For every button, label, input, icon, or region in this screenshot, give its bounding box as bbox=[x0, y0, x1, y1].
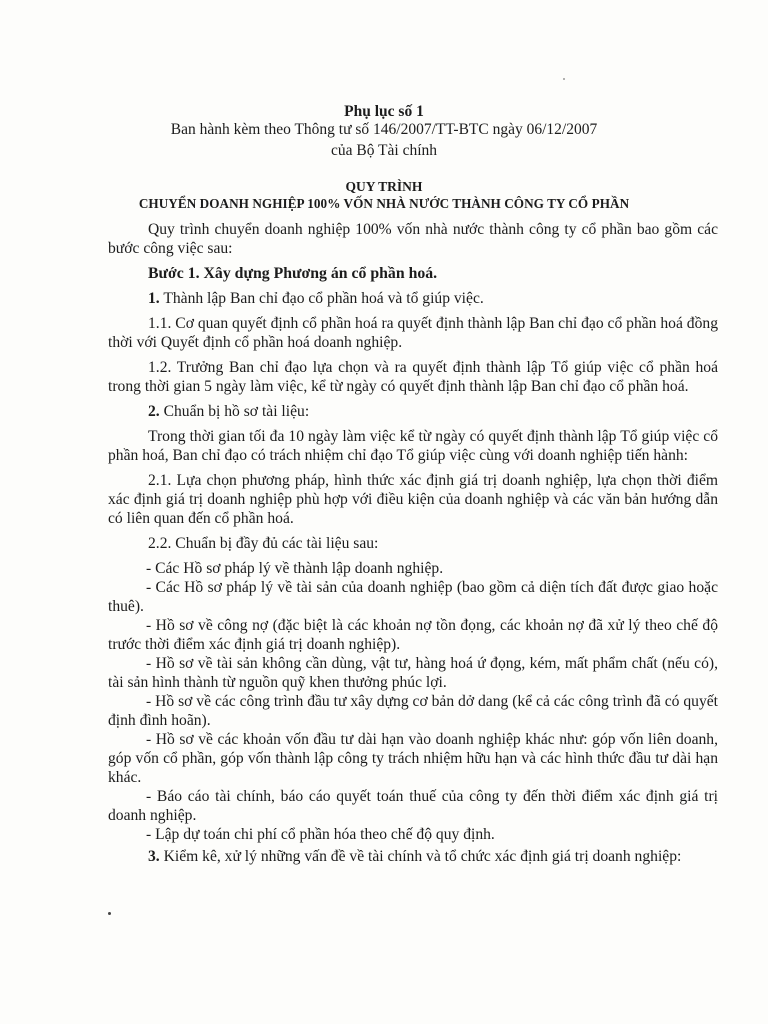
appendix-issuer-line: của Bộ Tài chính bbox=[330, 142, 438, 159]
item1-text: Thành lập Ban chỉ đạo cổ phần hoá và tổ giúp việc. bbox=[159, 290, 484, 307]
item3-number: 3. bbox=[148, 848, 160, 865]
bullet-item: - Báo cáo tài chính, báo cáo quyết toán thuế của công ty đến thời điểm xác định giá trị doanh nghiệp. bbox=[108, 788, 718, 824]
item1-number: 1. bbox=[148, 290, 160, 307]
item2-text: Chuẩn bị hồ sơ tài liệu: bbox=[159, 403, 310, 420]
scan-speck bbox=[563, 78, 565, 80]
bullet-item: - Lập dự toán chi phí cổ phần hóa theo chế độ quy định. bbox=[146, 826, 495, 843]
bullet-item: - Các Hồ sơ pháp lý về thành lập doanh nghiệp. bbox=[146, 560, 444, 577]
item2-1-paragraph: 2.1. Lựa chọn phương pháp, hình thức xác định giá trị doanh nghiệp, lựa chọn thời điểm xác định giá trị doanh nghiệp phù hợp với điều kiện của doanh nghiệp và các văn bản hướng dẫn có liên quan đến cổ phần hoá. bbox=[108, 472, 718, 527]
bullet-item: - Các Hồ sơ pháp lý về tài sản của doanh nghiệp (bao gồm cả diện tích đất được giao hoặc thuê). bbox=[108, 579, 718, 615]
procedure-subtitle: CHUYỂN DOANH NGHIỆP 100% VỐN NHÀ NƯỚC THÀNH CÔNG TY CỔ PHẦN bbox=[138, 196, 630, 211]
procedure-title: QUY TRÌNH bbox=[345, 179, 423, 194]
bullet-item: - Hồ sơ về các công trình đầu tư xây dựng cơ bản dở dang (kể cả các công trình đã có quyết định đình hoãn). bbox=[108, 693, 718, 729]
appendix-title: Phụ lục số 1 bbox=[344, 103, 424, 120]
scan-speck bbox=[108, 912, 111, 915]
item2-number: 2. bbox=[148, 403, 160, 420]
item1-2-paragraph: 1.2. Trưởng Ban chỉ đạo lựa chọn và ra quyết định thành lập Tổ giúp việc cổ phần hoá trong thời gian 5 ngày làm việc, kể từ ngày có quyết định thành lập Ban chỉ đạo cổ phần hoá. bbox=[108, 359, 718, 395]
item2-2-paragraph: 2.2. Chuẩn bị đầy đủ các tài liệu sau: bbox=[148, 535, 379, 552]
item3-paragraph bbox=[108, 847, 718, 866]
bullet-item: - Hồ sơ về công nợ (đặc biệt là các khoản nợ tồn đọng, các khoản nợ đã xử lý theo chế độ trước thời điểm xác định giá trị doanh nghiệp). bbox=[108, 617, 718, 653]
step1-heading: Bước 1. Xây dựng Phương án cổ phần hoá. bbox=[148, 265, 438, 282]
appendix-issuance-line: Ban hành kèm theo Thông tư số 146/2007/TT-BTC ngày 06/12/2007 bbox=[170, 121, 598, 138]
item3-text: Kiểm kê, xử lý những vấn đề về tài chính và tổ chức xác định giá trị doanh nghiệp: bbox=[159, 848, 682, 865]
item2-paragraph bbox=[108, 402, 718, 421]
item1-paragraph bbox=[108, 289, 718, 308]
item2-intro-paragraph: Trong thời gian tối đa 10 ngày làm việc kể từ ngày có quyết định thành lập Tổ giúp việc cổ phần hoá, Ban chỉ đạo có trách nhiệm chỉ đạo Tổ giúp việc cùng với doanh nghiệp tiến hành: bbox=[108, 428, 718, 464]
item1-1-paragraph: 1.1. Cơ quan quyết định cổ phần hoá ra quyết định thành lập Ban chỉ đạo cổ phần hoá đồng thời với Quyết định cổ phần hoá doanh nghiệp. bbox=[108, 315, 718, 351]
document-body bbox=[108, 220, 718, 872]
bullet-item: - Hồ sơ về tài sản không cần dùng, vật tư, hàng hoá ứ đọng, kém, mất phẩm chất (nếu có), tài sản hình thành từ nguồn quỹ khen thưởng phúc lợi. bbox=[108, 655, 718, 691]
intro-paragraph: Quy trình chuyển doanh nghiệp 100% vốn nhà nước thành công ty cổ phần bao gồm các bước công việc sau: bbox=[108, 221, 718, 257]
bullet-item: - Hồ sơ về các khoản vốn đầu tư dài hạn vào doanh nghiệp khác như: góp vốn liên doanh, góp vốn cổ phần, góp vốn thành lập công ty trách nhiệm hữu hạn và các hình thức đầu tư dài hạn khác. bbox=[108, 731, 718, 786]
